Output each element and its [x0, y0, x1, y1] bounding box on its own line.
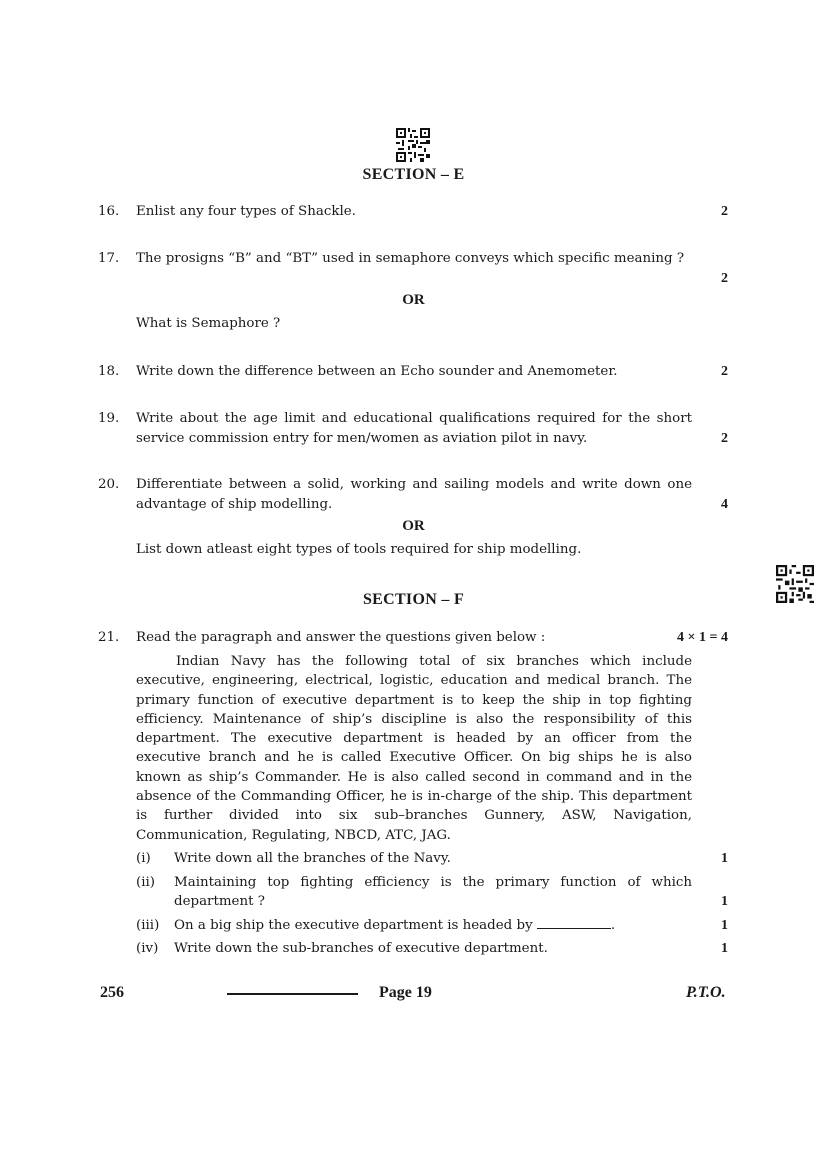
- question-number: 18.: [98, 364, 120, 379]
- sub-question-text: Maintaining top fighting efficiency is the primary function of which department ?: [174, 875, 692, 909]
- sub-question-ii: [136, 873, 728, 911]
- sub-question-number: (i): [136, 851, 151, 866]
- section-f-title: SECTION – F: [362, 591, 465, 608]
- question-19: [98, 409, 728, 449]
- sub-question-marks: 1: [721, 851, 728, 866]
- sub-question-text: On a big ship the executive department is headed by: [174, 918, 533, 933]
- sub-question-text: Write down the sub-branches of executive department.: [174, 941, 548, 956]
- question-text: The prosigns “B” and “BT” used in semaphore conveys which specific meaning ?: [136, 251, 685, 266]
- question-text: Write down the difference between an Echo sounder and Anemometer.: [136, 364, 618, 379]
- question-20: [98, 475, 728, 515]
- question-text: Enlist any four types of Shackle.: [136, 204, 356, 219]
- sub-question-marks: 1: [721, 894, 728, 909]
- sub-question-number: (iii): [136, 918, 160, 933]
- question-text: Read the paragraph and answer the questions given below :: [136, 630, 546, 645]
- question-text: Differentiate between a solid, working and sailing models and write down one advantage of ship modelling.: [136, 477, 692, 512]
- reading-paragraph: Indian Navy has the following total of six branches which include executive, engineering, electrical, logistic, education and medical branch. The primary function of executive department is to keep the ship in top fighting efficiency. Maintenance of ship’s discipline is also the responsibility of this department. The executive department is headed by an officer from the executive branch and he is called Executive Officer. On big ships he is also known as ship’s Commander. He is also called second in command and in the absence of the Commanding Officer, he is in-charge of the ship. This department is further divided into six sub–branches Gunnery, ASW, Navigation, Communication, Regulating, NBCD, ATC, JAG.: [136, 654, 692, 843]
- question-marks: 4: [721, 497, 728, 512]
- alternate-question: What is Semaphore ?: [136, 316, 281, 331]
- sub-question-text: Write down all the branches of the Navy.: [174, 851, 451, 866]
- question-marks: 2: [721, 364, 728, 379]
- footer-rule: [227, 993, 358, 995]
- page-number: Page 19: [379, 984, 432, 1001]
- question-number: 19.: [98, 411, 120, 426]
- question-number: 21.: [98, 630, 120, 645]
- question-marks: 2: [721, 204, 728, 219]
- qr-code-icon: [396, 128, 430, 162]
- sub-question-marks: 1: [721, 918, 728, 933]
- paper-code: 256: [100, 984, 124, 1001]
- question-16: [98, 202, 728, 222]
- sub-question-number: (ii): [136, 875, 156, 890]
- question-text: Write about the age limit and educational qualifications required for the short service commission entry for men/women as aviation pilot in navy.: [136, 411, 692, 446]
- question-18: [98, 362, 728, 382]
- question-17: [98, 249, 728, 289]
- question-21: [98, 628, 728, 648]
- question-number: 17.: [98, 251, 120, 266]
- sub-question-i: [136, 849, 728, 868]
- question-marks: 4 × 1 = 4: [677, 630, 728, 645]
- or-divider: OR: [402, 292, 425, 308]
- question-number: 20.: [98, 477, 120, 492]
- section-e-title: SECTION – E: [362, 166, 465, 183]
- question-marks: 2: [721, 431, 728, 446]
- alternate-question: List down atleast eight types of tools required for ship modelling.: [136, 542, 582, 557]
- answer-blank: [537, 916, 611, 929]
- sub-question-marks: 1: [721, 941, 728, 956]
- pto-label: P.T.O.: [686, 984, 726, 1001]
- sub-question-text-wrap: [174, 916, 692, 935]
- or-divider: OR: [402, 518, 425, 534]
- sub-question-iii: [136, 916, 728, 935]
- sub-question-number: (iv): [136, 941, 159, 956]
- question-marks: 2: [721, 271, 728, 286]
- question-number: 16.: [98, 204, 120, 219]
- sub-question-text-end: .: [610, 918, 616, 933]
- sub-question-iv: [136, 939, 728, 958]
